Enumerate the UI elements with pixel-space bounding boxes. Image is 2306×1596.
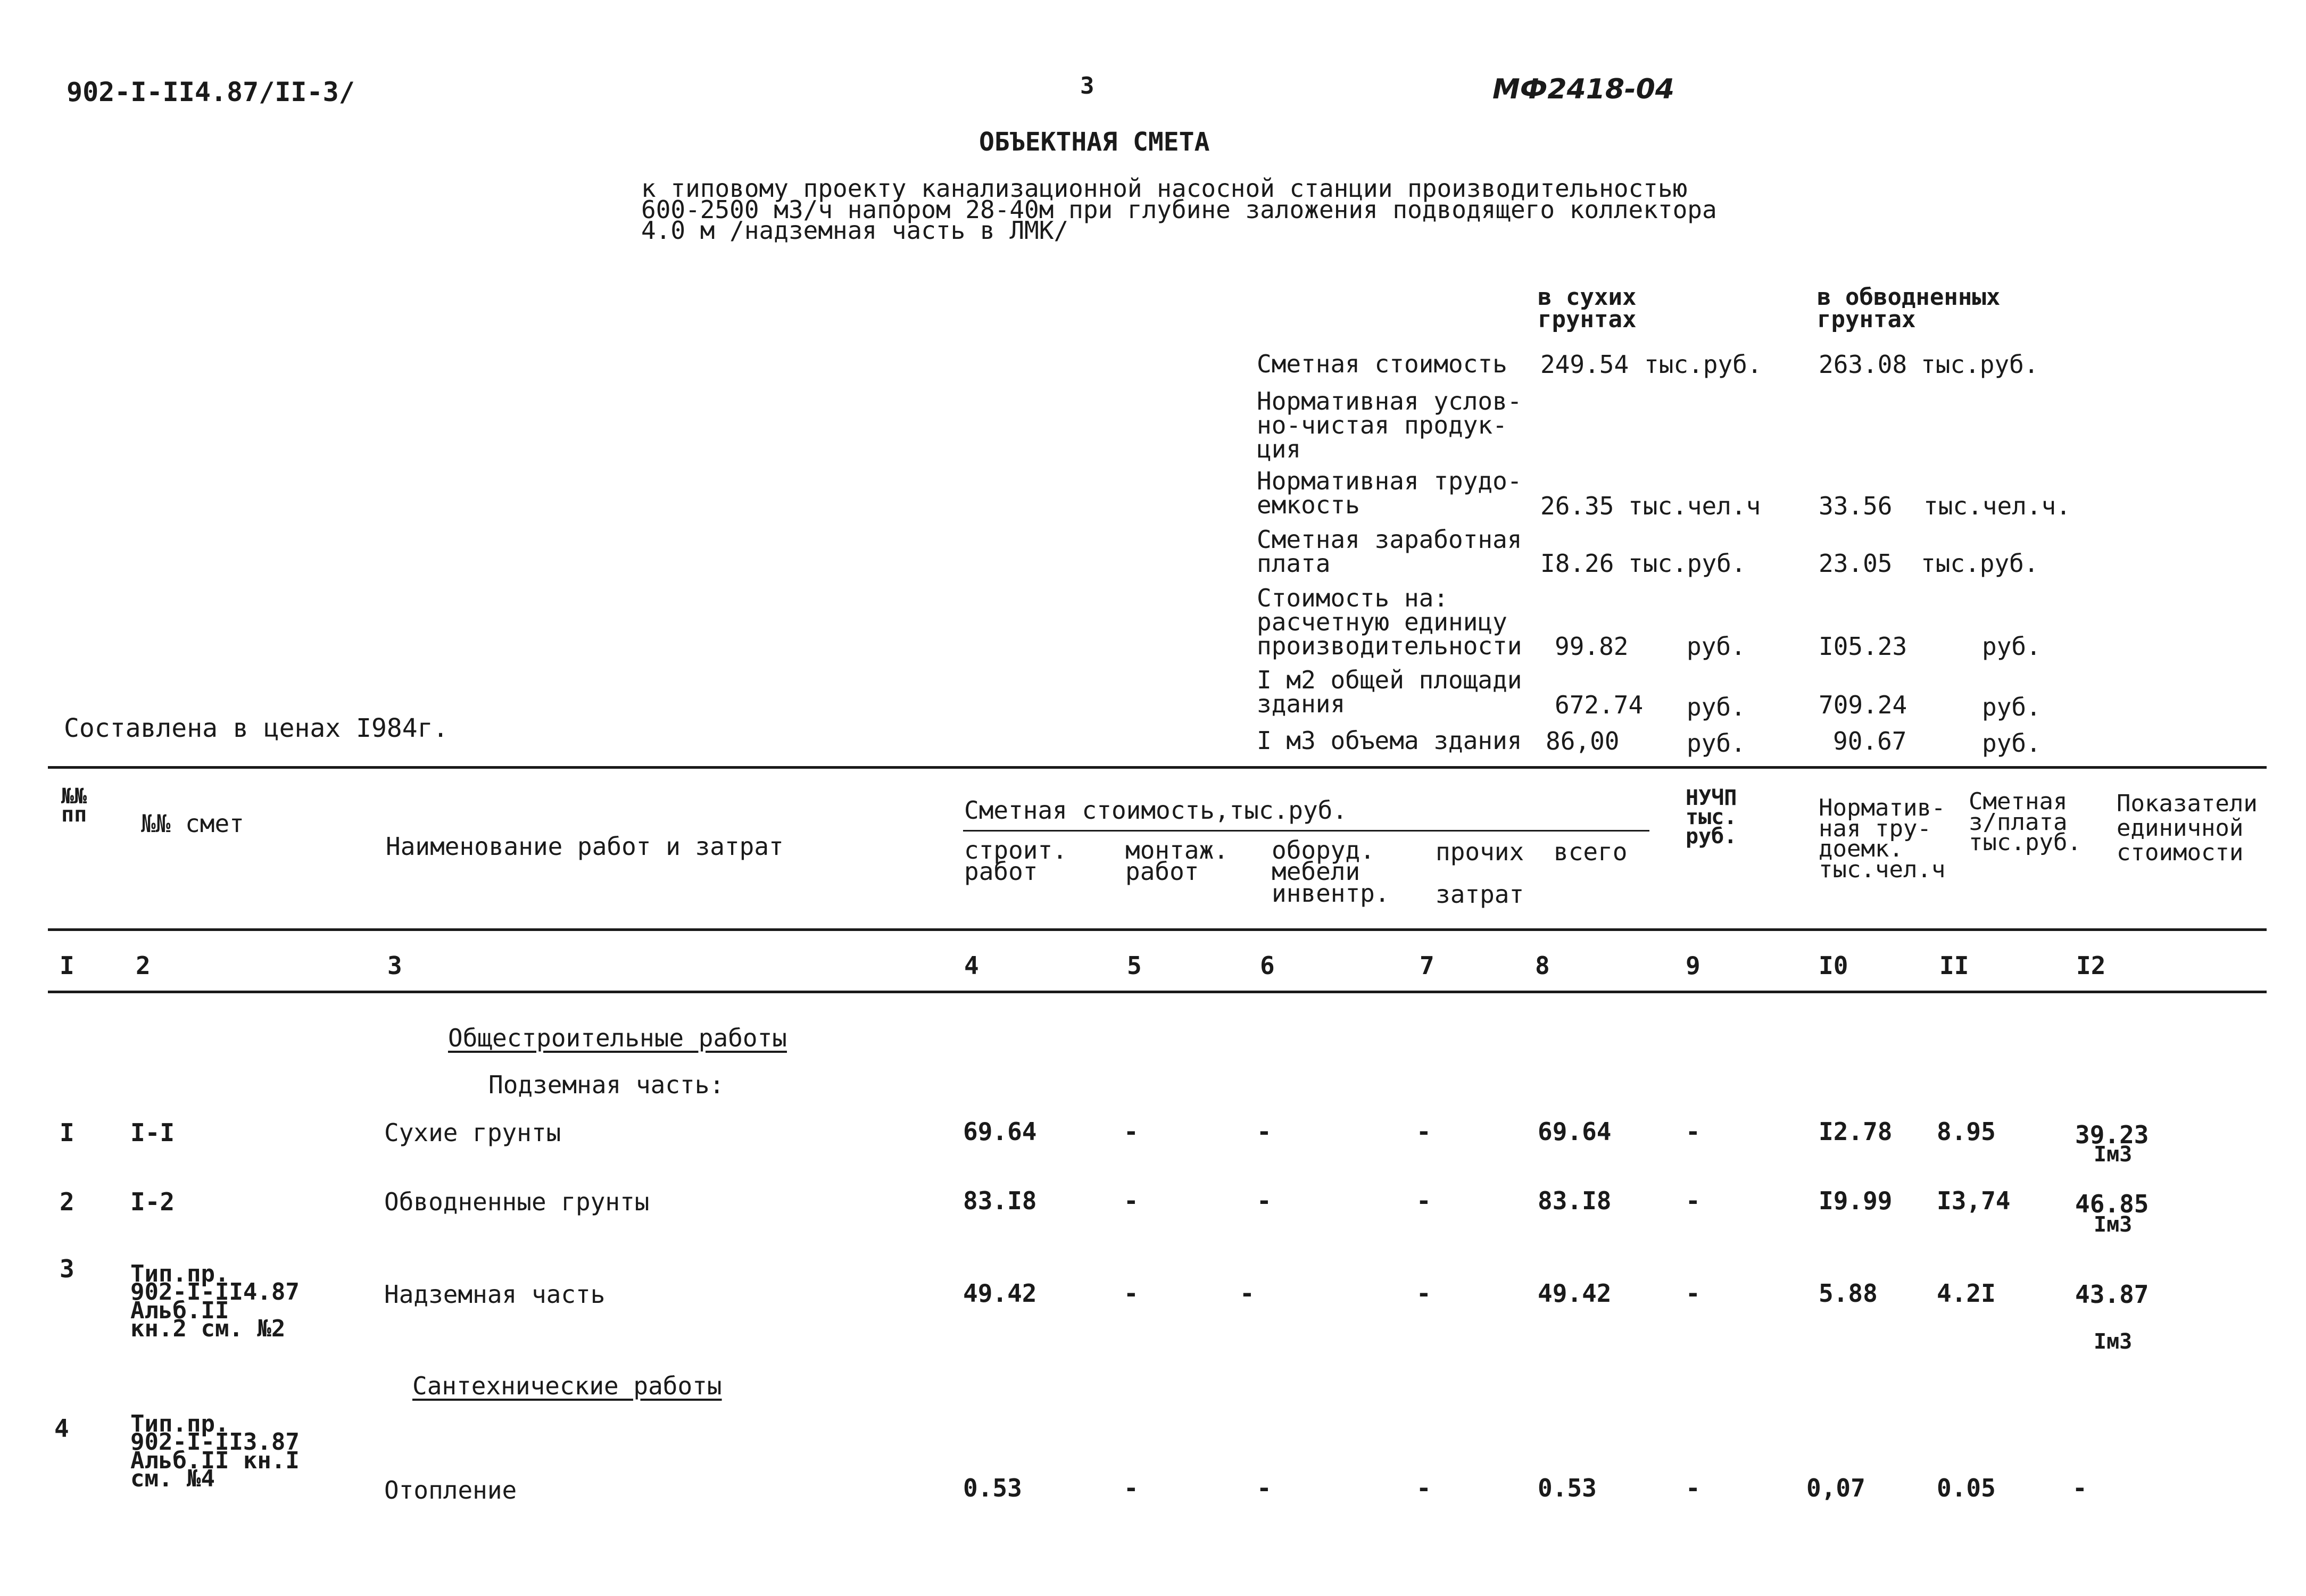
col-number: II — [1939, 951, 1969, 980]
page-number: 3 — [1080, 72, 1094, 99]
section-general: Общестроительные работы — [448, 1024, 787, 1052]
row-num: 2 — [60, 1187, 74, 1216]
row-name: Надземная часть — [384, 1280, 605, 1309]
summary-dry-unit: тыс.чел.ч — [1628, 492, 1761, 520]
summary-wet-unit: тыс.руб. — [1921, 350, 2039, 379]
summary-wet-value: 23.05 — [1819, 549, 1893, 578]
summary-wet-value: 263.08 — [1819, 350, 1907, 379]
col-number-rule — [48, 991, 2267, 993]
summary-dry-value: 26.35 — [1540, 492, 1614, 520]
header-construction: строит. работ — [964, 836, 1067, 886]
row-c12: 46.85 — [2075, 1190, 2149, 1218]
header-labor: Норматив- ная тру- доемк. тыс.чел.ч — [1819, 794, 1946, 884]
col-number: 9 — [1686, 951, 1701, 980]
row-c12: - — [2072, 1474, 2087, 1502]
header-estimates: №№ смет — [141, 809, 244, 838]
col-number: 4 — [964, 951, 979, 980]
row-c6: - — [1240, 1279, 1255, 1308]
row-c11: I3,74 — [1937, 1186, 2011, 1215]
document-code: 902-I-II4.87/II-3/ — [67, 77, 355, 107]
row-c11: 4.2I — [1937, 1279, 1996, 1308]
summary-dry-unit: тыс.руб. — [1628, 549, 1746, 578]
col-number: I2 — [2076, 951, 2106, 980]
summary-dry-value: 672.74 — [1555, 691, 1644, 719]
header-installation: монтаж. работ — [1125, 836, 1229, 886]
col-number: 3 — [387, 951, 402, 980]
summary-wet-unit: тыс.руб. — [1921, 549, 2039, 578]
summary-dry-value: 249.54 — [1540, 350, 1629, 379]
col-number: 5 — [1127, 951, 1142, 980]
row-c8: 83.I8 — [1538, 1186, 1612, 1215]
summary-label: Сметная заработная плата — [1257, 525, 1522, 578]
row-c12-unit: Iм3 — [2094, 1329, 2133, 1354]
row-c10: I9.99 — [1819, 1186, 1893, 1215]
row-c5: - — [1124, 1186, 1139, 1215]
row-c8: 0.53 — [1538, 1474, 1597, 1502]
row-c7: - — [1416, 1474, 1431, 1502]
row-c9: - — [1686, 1474, 1701, 1502]
col-number: 7 — [1420, 951, 1434, 980]
row-c8: 49.42 — [1538, 1279, 1612, 1308]
header-other-2: затрат — [1436, 880, 1524, 909]
header-num: №№ пп — [61, 784, 87, 827]
row-c10: 5.88 — [1819, 1279, 1878, 1308]
col-number: I — [60, 951, 74, 980]
row-c7: - — [1416, 1186, 1431, 1215]
header-indicators: Показатели единичной стоимости — [2117, 790, 2258, 867]
header-wages: Сметная з/плата тыс.руб. — [1969, 788, 2081, 857]
row-c5: - — [1124, 1117, 1139, 1146]
subsection-underground: Подземная часть: — [488, 1070, 725, 1099]
summary-dry-unit: руб. — [1687, 632, 1746, 661]
col-number: 8 — [1535, 951, 1550, 980]
summary-label: Сметная стоимость — [1257, 350, 1507, 378]
summary-wet-unit: руб. — [1982, 632, 2041, 661]
row-c7: - — [1416, 1279, 1431, 1308]
row-c5: - — [1124, 1474, 1139, 1502]
header-bottom-rule — [48, 928, 2267, 931]
row-ref: Тип.пр. 902-I-II3.87 Альб.II кн.I см. №4 — [130, 1410, 300, 1492]
summary-dry-value: 86,00 — [1546, 727, 1620, 755]
row-c6: - — [1257, 1117, 1272, 1146]
summary-col-dry-header: в сухих грунтах — [1538, 284, 1637, 333]
col-number: I0 — [1819, 951, 1848, 980]
header-cost-rule — [963, 830, 1649, 832]
row-c12: 39.23 — [2075, 1120, 2149, 1149]
row-c6: - — [1257, 1474, 1272, 1502]
summary-wet-value: I05.23 — [1819, 632, 1907, 661]
row-ref: Тип.пр. 902-I-II4.87 Альб.II кн.2 см. №2 — [130, 1260, 300, 1342]
row-c12: 43.87 — [2075, 1280, 2149, 1309]
row-c12-unit: Iм3 — [2094, 1142, 2133, 1167]
document-subtitle: к типовому проекту канализационной насосной станции производительностью 600-2500 м3/ч напором 28-40м при глубине заложения подводящего коллектора 4.0 м /надземная часть в ЛМК/ — [641, 174, 1717, 245]
row-c8: 69.64 — [1538, 1117, 1612, 1146]
summary-dry-unit: руб. — [1687, 693, 1746, 721]
document-title: ОБЪЕКТНАЯ СМЕТА — [979, 127, 1210, 157]
row-c4: 49.42 — [963, 1279, 1037, 1308]
row-c9: - — [1686, 1186, 1701, 1215]
summary-wet-unit: руб. — [1982, 729, 2041, 758]
summary-wet-unit: тыс.чел.ч. — [1923, 492, 2071, 520]
row-c10: 0,07 — [1806, 1474, 1865, 1502]
header-total: всего — [1554, 837, 1628, 866]
row-c10: I2.78 — [1819, 1117, 1893, 1146]
row-name: Обводненные грунты — [384, 1187, 650, 1216]
prices-note: Составлена в ценах I984г. — [64, 713, 449, 743]
summary-dry-unit: руб. — [1687, 729, 1746, 758]
summary-label: I м2 общей площади здания — [1257, 666, 1522, 719]
summary-wet-unit: руб. — [1982, 693, 2041, 721]
row-c7: - — [1416, 1117, 1431, 1146]
summary-wet-value: 709.24 — [1819, 691, 1907, 719]
row-c12-unit: Iм3 — [2094, 1212, 2133, 1237]
header-name: Наименование работ и затрат — [386, 832, 784, 861]
row-num: I — [60, 1118, 74, 1147]
summary-dry-unit: тыс.руб. — [1644, 350, 1762, 379]
row-c11: 8.95 — [1937, 1117, 1996, 1146]
summary-wet-value: 90.67 — [1833, 727, 1907, 755]
header-nuchp: НУЧП тыс. руб. — [1686, 786, 1737, 849]
row-num: 4 — [54, 1414, 69, 1443]
row-ref: I-I — [130, 1118, 175, 1147]
row-c6: - — [1257, 1186, 1272, 1215]
col-number: 6 — [1260, 951, 1275, 980]
archive-stamp: МФ2418-04 — [1492, 73, 1674, 105]
row-c5: - — [1124, 1279, 1139, 1308]
row-c4: 69.64 — [963, 1117, 1037, 1146]
row-name: Отопление — [384, 1476, 517, 1504]
summary-label: Стоимость на: расчетную единицу производительности — [1257, 584, 1522, 661]
row-c4: 83.I8 — [963, 1186, 1037, 1215]
row-num: 3 — [60, 1254, 74, 1283]
summary-col-wet-header: в обводненных грунтах — [1817, 284, 2001, 333]
header-cost-group: Сметная стоимость,тыс.руб. — [964, 796, 1348, 825]
section-plumbing: Сантехнические работы — [412, 1371, 722, 1400]
row-c9: - — [1686, 1117, 1701, 1146]
summary-label: Нормативная трудо- емкость — [1257, 467, 1522, 520]
summary-label: I м3 объема здания — [1257, 726, 1522, 755]
table-top-rule — [48, 766, 2267, 769]
row-c11: 0.05 — [1937, 1474, 1996, 1502]
header-other-1: прочих — [1436, 837, 1524, 866]
summary-dry-value: 99.82 — [1555, 632, 1629, 661]
row-c9: - — [1686, 1279, 1701, 1308]
summary-label: Нормативная услов- но-чистая продук- ция — [1257, 387, 1522, 464]
row-c4: 0.53 — [963, 1474, 1022, 1502]
summary-dry-value: I8.26 — [1540, 549, 1614, 578]
summary-wet-value: 33.56 — [1819, 492, 1893, 520]
row-name: Сухие грунты — [384, 1118, 561, 1147]
header-equipment: оборуд. мебели инвентр. — [1272, 836, 1390, 908]
row-ref: I-2 — [130, 1187, 175, 1216]
col-number: 2 — [136, 951, 151, 980]
